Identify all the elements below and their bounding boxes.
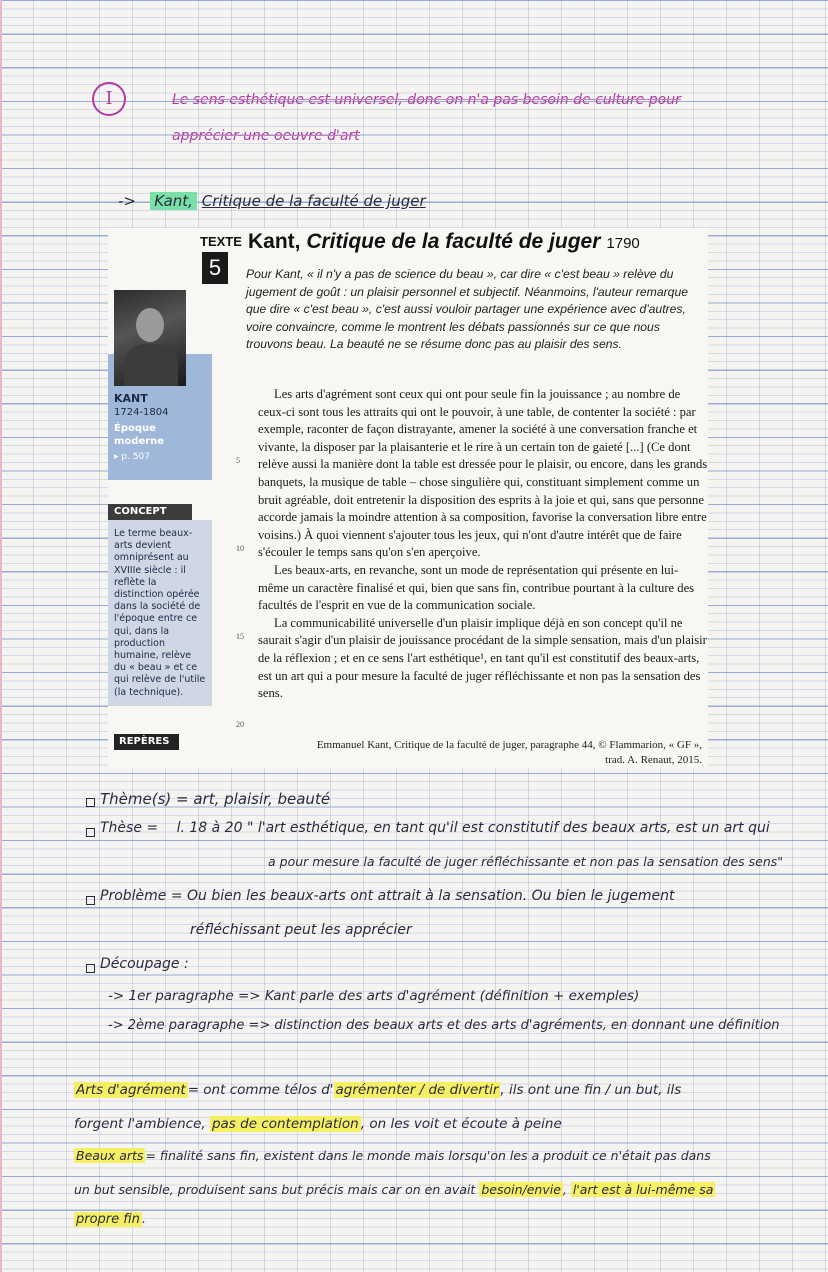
excerpt-citation: [242, 738, 702, 768]
line-number: 20: [236, 720, 244, 729]
probleme-line1: Problème = Ou bien les beaux-arts ont attrait à la sensation. Ou bien le jugement: [100, 888, 675, 904]
checkbox-bullet: [86, 828, 95, 837]
excerpt-paragraph-2: Les beaux-arts, en revanche, sont un mode de représentation qui présente en lui-même un caractère finalisé et qui, bien que sans fin, contribue pourtant à la culture des facultés de l'esprit en vue de la communication sociale.: [258, 562, 695, 613]
citation-line2: trad. A. Renaut, 2015.: [605, 754, 702, 766]
arts-agrement-def: = ont comme télos d': [187, 1082, 334, 1098]
beaux-arts-need: besoin/envie: [481, 1182, 561, 1197]
beaux-arts-period: .: [141, 1212, 147, 1227]
arts-agrement-def-end: , ils ont une fin / un but, ils: [500, 1082, 682, 1098]
beaux-arts-label: Beaux arts: [76, 1148, 144, 1163]
excerpt-body: [258, 386, 708, 703]
decoupage-item-2: -> 2ème paragraphe => distinction des beaux arts et des arts d'agréments, en donnant une définition: [108, 1018, 780, 1033]
excerpt-sidebar: [108, 228, 212, 768]
beaux-arts-comma: ,: [562, 1182, 571, 1197]
probleme-line2: réfléchissant peut les apprécier: [190, 922, 412, 938]
checkbox-bullet: [86, 896, 95, 905]
author-name: KANT: [114, 392, 148, 405]
section-title-line2: apprécier une oeuvre d'art: [172, 128, 360, 144]
portrait-face: [136, 308, 164, 342]
concept-label: CONCEPT: [108, 504, 192, 520]
kant-reference: [118, 192, 426, 210]
checkbox-bullet: [86, 964, 95, 973]
textbook-excerpt: [108, 228, 708, 768]
texte-number: 5: [202, 252, 228, 284]
excerpt-title-year: 1790: [606, 235, 640, 252]
note-these: [100, 820, 770, 836]
these-label: Thèse =: [100, 820, 159, 836]
arts-agrement-no-contemplation: pas de contemplation: [211, 1116, 359, 1132]
kant-portrait: [114, 290, 186, 386]
arts-agrement-end: , on les voit et écoute à peine: [360, 1116, 562, 1132]
arts-agrement-line1: [74, 1082, 681, 1098]
excerpt-paragraph-3: La communicabilité universelle d'un plaisir implique déjà en son concept qu'il ne saurait s'agir d'un plaisir de jouissance procédant de la simple sensation, mais d'un plaisir de la réflexion ; et en ce sens l'art esthétique¹, en tant qu'il est constitutif des beaux-arts, est un art qui a pour mesure la faculté de juger réfléchissante et non pas la sensation des sens.: [258, 615, 707, 701]
line-number: 15: [236, 632, 244, 641]
author-epoch: Époque moderne: [114, 423, 165, 447]
decoupage-item-1: -> 1er paragraphe => Kant parle des arts d'agrément (définition + exemples): [108, 988, 640, 1004]
beaux-arts-purpose: un but sensible, produisent sans but précis mais car on en avait: [74, 1182, 480, 1197]
section-numeral: I: [92, 82, 126, 116]
section-title-line1: Le sens esthétique est universel, donc on n'a pas besoin de culture pour: [172, 92, 681, 108]
notebook-margin-line: [0, 0, 2, 1272]
beaux-arts-def: = finalité sans fin, existent dans le monde mais lorsqu'on les a produit ce n'était pas dans: [145, 1148, 711, 1163]
arts-agrement-label: Arts d'agrément: [76, 1082, 186, 1098]
excerpt-title-work: Critique de la faculté de juger: [306, 230, 601, 253]
line-number: 10: [236, 544, 244, 553]
checkbox-bullet: [86, 798, 95, 807]
reperes-label: REPÈRES: [114, 734, 179, 750]
kant-work-title: Critique de la faculté de juger: [201, 192, 426, 210]
beaux-arts-line2: [74, 1182, 715, 1197]
excerpt-title: [248, 230, 640, 254]
author-page-ref: ▸ p. 507: [114, 452, 150, 462]
beaux-arts-line1: [74, 1148, 711, 1163]
kant-highlight: Kant,: [150, 192, 197, 210]
beaux-arts-propre-fin: propre fin: [76, 1212, 140, 1227]
author-dates: 1724-1804: [114, 407, 169, 418]
citation-line1: Emmanuel Kant, Critique de la faculté de juger, paragraphe 44, © Flammarion, « GF »,: [316, 739, 702, 751]
arts-agrement-ambience: forgent l'ambience,: [74, 1116, 210, 1132]
arts-agrement-purpose: agrémenter / de divertir: [335, 1082, 499, 1098]
excerpt-paragraph-1: Les arts d'agrément sont ceux qui ont pour seule fin la jouissance ; au nombre de ceux-ci sont tous les attraits qui ont le pouvoir, à une table, de contenter la société : par exemple, raconter de façon distrayante, amener la société à une conversation franche et vivante, la disposer par la plaisanterie et le rire à un certain ton de gaieté [...] (Ce dont relève aussi la manière dont la table est dressée pour le plaisir, ou encore, dans les grands banquets, la musique de table – chose singulière qui, constituant simplement comme un bruit agréable, doit entretenir la disposition des esprits à la joie et qui, sans que personne accorde jamais la moindre attention à sa composition, favorise la conversation libre entre voisins.) À quoi viennent s'ajouter tous les jeux, qui n'ont d'autre intérêt que de faire s'écouler le temps sans qu'on s'en aperçoive.: [258, 387, 708, 560]
arrow: ->: [118, 192, 136, 210]
portrait-body: [124, 344, 178, 386]
decoupage-heading: Découpage :: [100, 956, 189, 972]
excerpt-intro: Pour Kant, « il n'y a pas de science du beau », car dire « c'est beau » relève du jugement de goût : un plaisir personnel et subjectif. Néanmoins, l'auteur remarque que dire « c'est beau », c'est aussi vouloir partager une expérience avec d'autres, voire convaincre, comme le montrent les débats passionnés sur ce que nous trouvons beau. La beauté ne se résume donc pas au plaisir des sens.: [246, 267, 689, 351]
these-line2: a pour mesure la faculté de juger réfléchissante et non pas la sensation des sens": [268, 854, 784, 869]
beaux-arts-line3: [74, 1212, 146, 1227]
note-theme: Thème(s) = art, plaisir, beauté: [100, 790, 331, 808]
line-number: 5: [236, 456, 240, 465]
beaux-arts-own-end: l'art est à lui-même sa: [572, 1182, 714, 1197]
texte-label: TEXTE: [200, 234, 242, 249]
concept-text: Le terme beaux-arts devient omniprésent au XVIIIe siècle : il reflète la distinction opérée dans la société de l'époque entre ce qui, dans la production humaine, relève du « beau » et ce qui relève de l'utile (la technique).: [114, 528, 206, 698]
arts-agrement-line2: [74, 1116, 562, 1132]
these-line1: l. 18 à 20 " l'art esthétique, en tant qu'il est constitutif des beaux arts, est un art qui: [176, 820, 770, 836]
excerpt-title-author: Kant,: [248, 230, 307, 253]
